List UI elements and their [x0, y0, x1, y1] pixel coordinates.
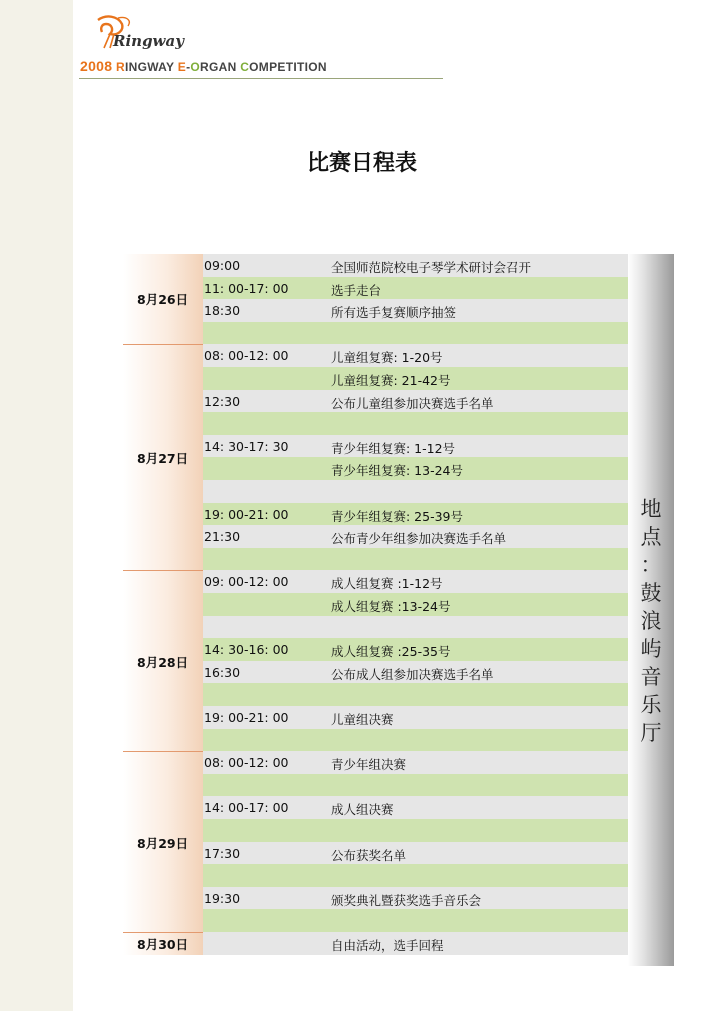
schedule-time: 11: 00-17: 00: [204, 280, 289, 296]
venue-label: [633, 495, 669, 747]
schedule-time: 08: 00-12: 00: [204, 755, 289, 771]
venue-char: 点: [640, 525, 662, 549]
schedule-time: 09: 00-12: 00: [204, 574, 289, 590]
schedule-time: 21:30: [204, 529, 241, 545]
schedule-event: 公布儿童组参加决赛选手名单: [331, 395, 494, 411]
schedule-row: [203, 932, 628, 955]
schedule-row: [203, 593, 628, 616]
schedule-row: [203, 774, 628, 797]
schedule-row: [203, 751, 628, 774]
schedule-event: 青少年组复赛: 25-39号: [331, 508, 464, 524]
venue-char: 屿: [640, 637, 662, 661]
schedule-time: 19: 00-21: 00: [204, 710, 289, 725]
schedule-time: 14: 00-17: 00: [204, 800, 289, 816]
schedule-row: [203, 819, 628, 842]
schedule-event: 所有选手复赛顺序抽签: [331, 305, 457, 321]
schedule-row: [203, 254, 628, 277]
schedule-row: [203, 909, 628, 932]
schedule-time: 14: 30-17: 30: [204, 438, 289, 454]
schedule-event: 公布成人组参加决赛选手名单: [331, 666, 494, 682]
schedule-event: 公布获奖名单: [331, 847, 407, 863]
schedule-row: [203, 887, 628, 910]
schedule-time: 08: 00-12: 00: [204, 348, 289, 364]
schedule-date: 8月27日: [137, 451, 189, 467]
schedule-row: [203, 277, 628, 300]
schedule-row: [203, 367, 628, 390]
schedule-date: 8月26日: [137, 292, 189, 308]
venue-char: 鼓: [640, 581, 662, 605]
schedule-row: [203, 842, 628, 865]
schedule-event: 公布青少年组参加决赛选手名单: [331, 531, 507, 547]
schedule-event: 自由活动，选手回程: [331, 938, 444, 953]
schedule-time: 16:30: [204, 664, 241, 680]
schedule-row: [203, 525, 628, 548]
schedule-event: 儿童组复赛: 21-42号: [331, 373, 451, 388]
logo-wordmark: Ringway: [113, 32, 184, 50]
venue-char: 浪: [640, 609, 662, 633]
schedule-row: [203, 412, 628, 435]
schedule-row: [203, 480, 628, 503]
schedule-row: [203, 435, 628, 458]
schedule-event: 全国师范院校电子琴学术研讨会召开: [331, 260, 532, 275]
schedule-date-cell: [123, 751, 203, 932]
schedule-row: [203, 638, 628, 661]
venue-char: ：: [640, 553, 662, 577]
venue-char: 乐: [640, 693, 662, 717]
schedule-row: [203, 570, 628, 593]
schedule-row: [203, 729, 628, 752]
schedule-time: 18:30: [204, 303, 241, 319]
schedule-row: [203, 864, 628, 887]
schedule-date-cell: [123, 570, 203, 751]
venue-char: 厅: [640, 721, 662, 745]
schedule-row: [203, 457, 628, 480]
schedule-event: 青少年组决赛: [331, 757, 407, 773]
schedule-date: 8月28日: [137, 654, 189, 670]
schedule-event: 成人组复赛 :13-24号: [331, 599, 451, 614]
schedule-row: [203, 661, 628, 684]
schedule-time: 19: 00-21: 00: [204, 506, 289, 522]
schedule-row: [203, 548, 628, 571]
schedule-event: 儿童组决赛: [331, 712, 394, 727]
schedule-date: 8月29日: [137, 835, 189, 851]
schedule-row: [203, 683, 628, 706]
schedule-date-cell: [123, 344, 203, 570]
schedule-event: 颁奖典礼暨获奖选手音乐会: [331, 892, 482, 908]
schedule-row: [203, 299, 628, 322]
schedule-row: [203, 322, 628, 345]
schedule-event: 选手走台: [331, 282, 382, 298]
schedule-date-cell: [123, 254, 203, 344]
schedule-row: [203, 706, 628, 729]
schedule-time: 17:30: [204, 845, 241, 861]
schedule-event: 成人组复赛 :25-35号: [331, 644, 451, 660]
venue-char: 地: [640, 497, 662, 521]
schedule-date-cell: [123, 932, 203, 955]
header-divider: [79, 78, 443, 79]
schedule-time: 19:30: [204, 890, 241, 906]
schedule-event: 儿童组复赛: 1-20号: [331, 350, 443, 366]
schedule-time: 12:30: [204, 393, 241, 409]
schedule-time: 14: 30-16: 00: [204, 642, 289, 658]
schedule-event: 成人组复赛 :1-12号: [331, 576, 443, 592]
schedule-row: [203, 344, 628, 367]
schedule-event: 成人组决赛: [331, 802, 394, 818]
schedule-row: [203, 503, 628, 526]
schedule-time: 09:00: [204, 258, 241, 273]
schedule-row: [203, 390, 628, 413]
competition-title: 2008 RINGWAY E-ORGAN COMPETITION: [80, 58, 327, 74]
venue-char: 音: [640, 665, 662, 689]
schedule-row: [203, 616, 628, 639]
schedule-date: 8月30日: [137, 937, 189, 953]
page-title: 比赛日程表: [306, 151, 417, 176]
schedule-event: 青少年组复赛: 13-24号: [331, 463, 464, 479]
schedule-row: [203, 796, 628, 819]
schedule-event: 青少年组复赛: 1-12号: [331, 440, 456, 456]
schedule-table: [123, 254, 628, 955]
